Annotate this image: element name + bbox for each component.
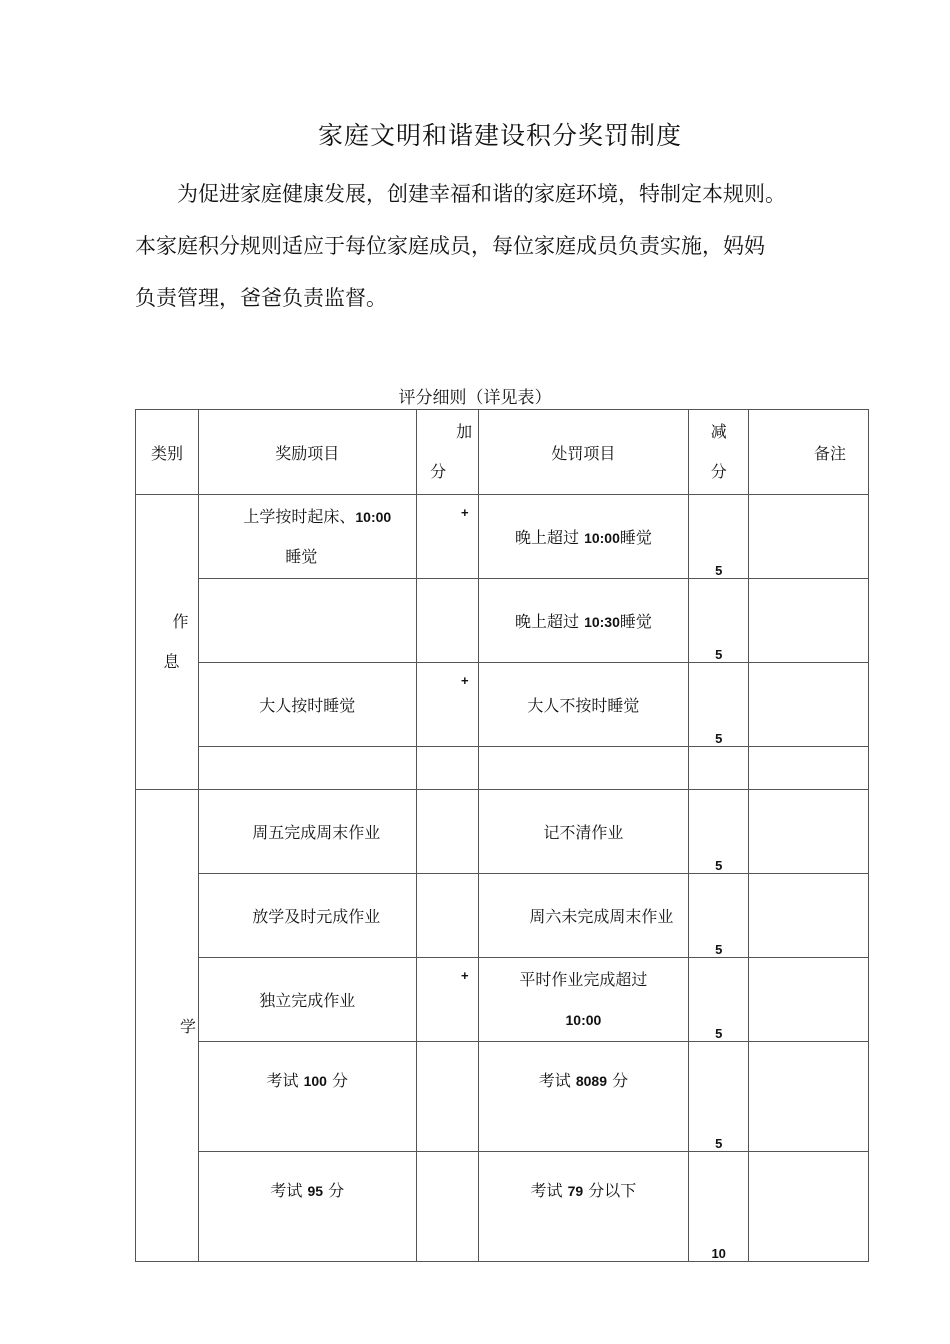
penalty-cell xyxy=(478,495,689,579)
reward-cell xyxy=(198,1152,416,1262)
reward-text-2: 分 xyxy=(323,1181,345,1200)
minus-points: 10 xyxy=(711,1246,726,1261)
reward-cell xyxy=(198,663,416,747)
add-points-cell xyxy=(416,1152,478,1262)
subtract-points-cell xyxy=(689,790,749,874)
subtract-points-cell xyxy=(689,1152,749,1262)
penalty-cell xyxy=(478,663,689,747)
intro-paragraph xyxy=(135,168,825,324)
subtract-points-cell xyxy=(689,495,749,579)
table-row xyxy=(136,874,869,958)
penalty-time: 10:00 xyxy=(565,1011,602,1028)
minus-points: 5 xyxy=(715,563,723,578)
subtract-points-cell xyxy=(689,747,749,790)
reward-cell xyxy=(198,790,416,874)
header-reward-item: 奖励项目 xyxy=(198,410,416,495)
reward-cell xyxy=(198,874,416,958)
category-study xyxy=(136,790,199,1262)
penalty-cell xyxy=(478,579,689,663)
plus-mark: + xyxy=(461,968,469,983)
table-row xyxy=(136,1152,869,1262)
page-title: 家庭文明和谐建设积分奖罚制度 xyxy=(317,121,682,150)
table-caption: 评分细则（详见表） xyxy=(398,388,552,408)
subtract-points-cell xyxy=(689,1042,749,1152)
penalty-text-2: 分以下 xyxy=(583,1181,637,1200)
penalty-text: 晚上超过 xyxy=(514,528,585,547)
penalty-text: 平时作业完成超过 xyxy=(519,969,648,989)
add-points-cell xyxy=(416,958,478,1042)
intro-line-1: 为促进家庭健康发展，创建幸福和谐的家庭环境，特制定本规则。 xyxy=(177,182,786,206)
header-subtract-points xyxy=(689,410,749,495)
minus-points: 5 xyxy=(715,858,723,873)
penalty-text-2: 睡觉 xyxy=(619,612,652,631)
header-category: 类别 xyxy=(136,410,199,495)
add-points-cell xyxy=(416,1042,478,1152)
add-points-cell xyxy=(416,579,478,663)
remark-cell xyxy=(749,495,869,579)
header-penalty-item: 处罚项目 xyxy=(478,410,689,495)
remark-cell xyxy=(749,663,869,747)
header-add-top: 加 xyxy=(456,422,473,441)
penalty-cell xyxy=(478,790,689,874)
reward-text: 考试 xyxy=(270,1181,308,1200)
penalty-text: 考试 xyxy=(538,1071,576,1090)
remark-cell xyxy=(749,579,869,663)
table-row xyxy=(136,790,869,874)
category-rest-line-1: 作 xyxy=(172,612,189,631)
reward-text-2: 睡觉 xyxy=(285,546,318,566)
table-row xyxy=(136,1042,869,1152)
penalty-text: 周六未完成周末作业 xyxy=(529,907,674,926)
header-add-bottom: 分 xyxy=(430,462,447,481)
minus-points: 5 xyxy=(715,647,723,662)
penalty-text-2: 睡觉 xyxy=(619,528,652,547)
header-sub-bottom: 分 xyxy=(710,462,727,481)
table-header-row xyxy=(136,410,869,495)
reward-text: 上学按时起床、 xyxy=(243,506,356,526)
penalty-cell xyxy=(478,1152,689,1262)
reward-score: 100 xyxy=(303,1073,327,1089)
remark-cell xyxy=(749,874,869,958)
reward-cell xyxy=(198,1042,416,1152)
penalty-text: 记不清作业 xyxy=(543,823,624,842)
penalty-text-2: 分 xyxy=(607,1071,629,1090)
table-row xyxy=(136,958,869,1042)
category-study-label: 学 xyxy=(179,1017,196,1036)
intro-line-3: 负责管理，爸爸负责监督。 xyxy=(135,286,387,310)
reward-text: 大人按时睡觉 xyxy=(259,696,356,715)
penalty-cell xyxy=(478,874,689,958)
penalty-score: 79 xyxy=(567,1183,584,1199)
reward-text: 周五完成周末作业 xyxy=(252,823,381,842)
penalty-text: 大人不按时睡觉 xyxy=(527,696,640,715)
plus-mark: + xyxy=(461,673,469,688)
penalty-text: 晚上超过 xyxy=(514,612,585,631)
reward-text: 独立完成作业 xyxy=(259,991,356,1010)
add-points-cell xyxy=(416,663,478,747)
penalty-score: 8089 xyxy=(575,1073,607,1089)
reward-cell xyxy=(198,747,416,790)
subtract-points-cell xyxy=(689,663,749,747)
remark-cell xyxy=(749,790,869,874)
minus-points: 5 xyxy=(715,942,723,957)
remark-cell xyxy=(749,1042,869,1152)
penalty-cell xyxy=(478,747,689,790)
subtract-points-cell xyxy=(689,579,749,663)
header-add-points xyxy=(416,410,478,495)
subtract-points-cell xyxy=(689,958,749,1042)
intro-line-2: 本家庭积分规则适应于每位家庭成员，每位家庭成员负责实施，妈妈 xyxy=(135,234,765,258)
table-row xyxy=(136,663,869,747)
minus-points: 5 xyxy=(715,731,723,746)
reward-text: 考试 xyxy=(266,1071,304,1090)
table-row xyxy=(136,579,869,663)
add-points-cell xyxy=(416,790,478,874)
add-points-cell xyxy=(416,495,478,579)
header-sub-top: 减 xyxy=(710,422,727,441)
add-points-cell xyxy=(416,874,478,958)
header-remark-label: 备注 xyxy=(813,443,846,463)
header-remark xyxy=(749,410,869,495)
reward-time: 10:00 xyxy=(355,508,392,525)
reward-cell xyxy=(198,579,416,663)
reward-score: 95 xyxy=(307,1183,324,1199)
add-points-cell xyxy=(416,747,478,790)
table-row xyxy=(136,495,869,579)
penalty-text: 考试 xyxy=(530,1181,568,1200)
category-rest xyxy=(136,495,199,790)
remark-cell xyxy=(749,958,869,1042)
table-row-empty xyxy=(136,747,869,790)
remark-cell xyxy=(749,1152,869,1262)
penalty-time: 10:00 xyxy=(584,530,620,546)
penalty-cell xyxy=(478,1042,689,1152)
remark-cell xyxy=(749,747,869,790)
penalty-time: 10:30 xyxy=(584,614,620,630)
subtract-points-cell xyxy=(689,874,749,958)
category-rest-line-2: 息 xyxy=(163,652,180,671)
penalty-cell xyxy=(478,958,689,1042)
reward-cell xyxy=(198,958,416,1042)
reward-text: 放学及时元成作业 xyxy=(252,907,381,926)
scoring-table xyxy=(135,409,869,1262)
minus-points: 5 xyxy=(715,1026,723,1041)
reward-cell xyxy=(198,495,416,579)
plus-mark: + xyxy=(461,505,469,520)
reward-text-2: 分 xyxy=(326,1071,349,1090)
minus-points: 5 xyxy=(715,1136,723,1151)
